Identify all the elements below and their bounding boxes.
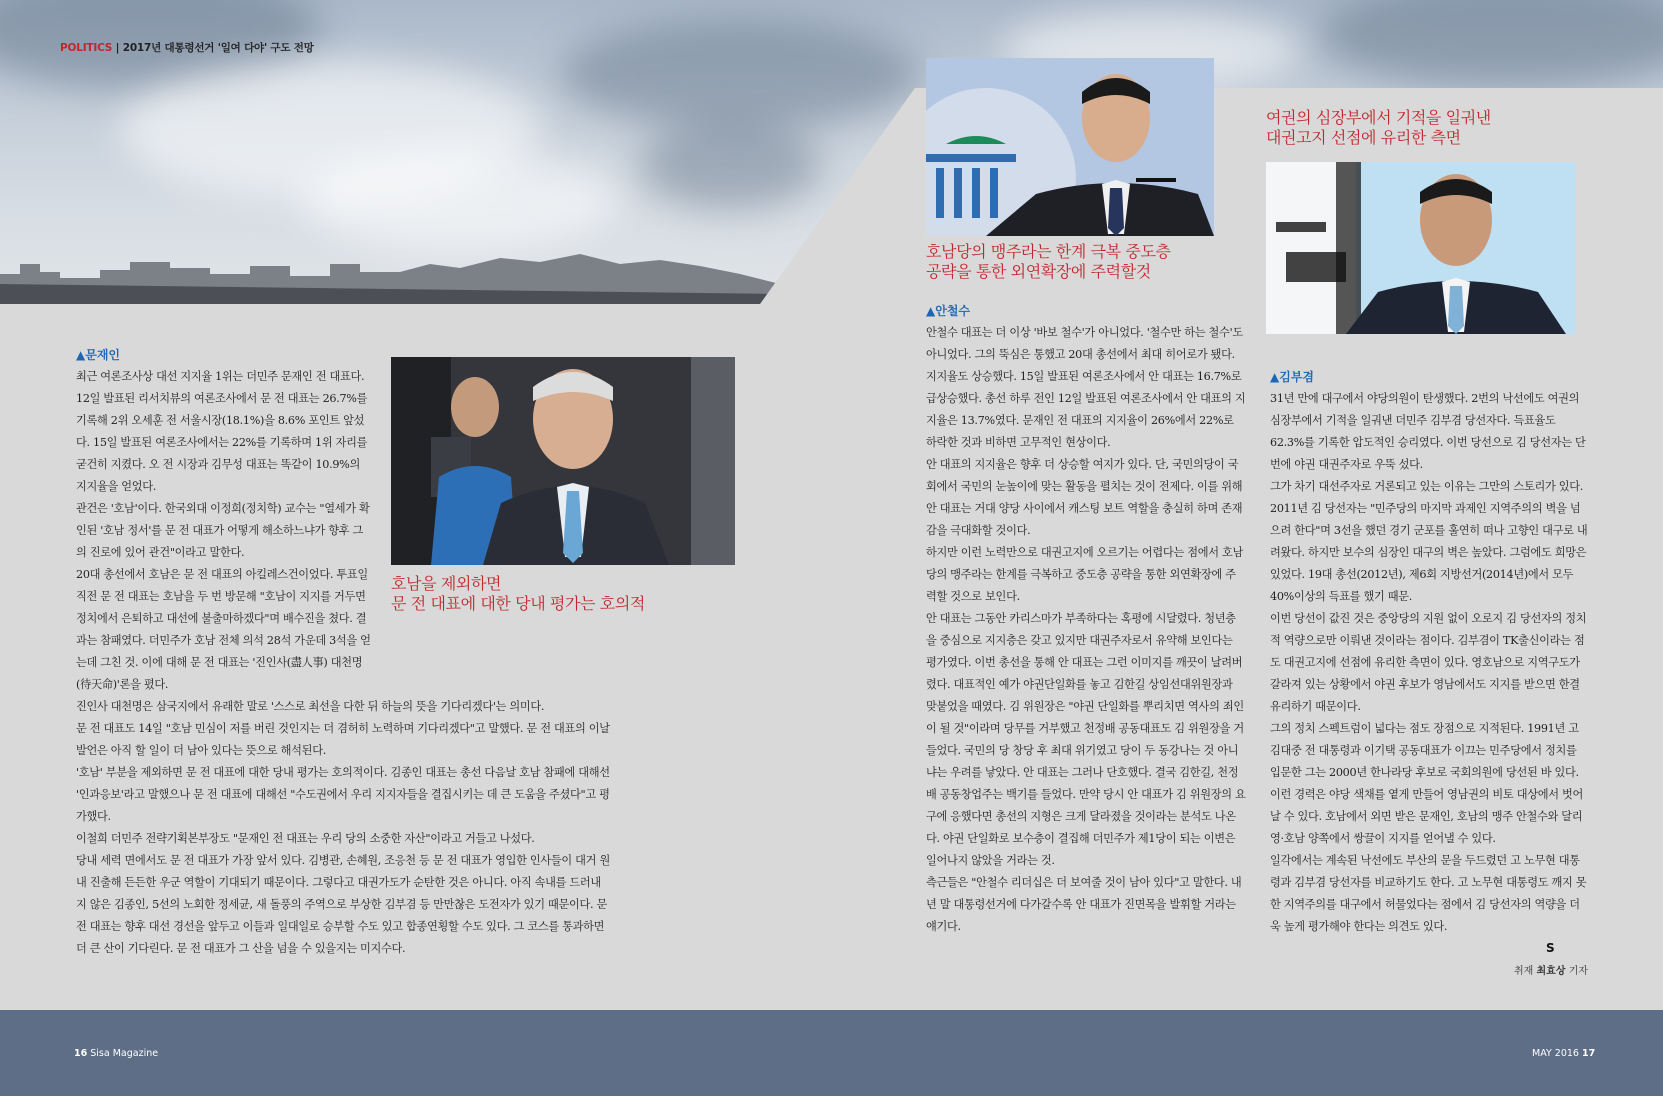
end-mark: S (1546, 941, 1555, 955)
paragraph: 안 대표는 그동안 카리스마가 부족하다는 혹평에 시달렸다. 청년층을 중심으로 지지층은 갖고 있지만 대권주자로서 유약해 보인다는 평가였다. 이번 총선을 통해 안 대표는 그런 이미지를 깨끗이 날려버렸다. 대표적인 예가 야권단일화를 놓고 김한길 상임선대위원장과 맞붙었을 때였다. 김 위원장은 "야권 단일화를 뿌리치면 역사의 죄인이 될 것"이라며 당무를 거부했고 천정배 공동대표도 김 위원장을 거들었다. 국민의 당 창당 후 최대 위기였고 당이 두 동강나는 것 아니냐는 우려를 낳았다. 안 대표는 그러나 단호했다. 결국 김한길, 천정배 공동창업주는 백기를 들었다. 만약 당시 안 대표가 김 위원장의 요구에 응했다면 총선의 지형은 크게 달라졌을 것이라는 분석도 나온다. 야권 단일화로 보수층이 결집해 더민주가 제1당이 되는 이변은 일어나지 않았을 거라는 것. (926, 612, 1246, 867)
col3-body (1270, 388, 1590, 938)
paragraph: 일각에서는 계속된 낙선에도 부산의 문을 두드렸던 고 노무현 대통령과 김부겸 당선자를 비교하기도 한다. 고 노무현 대통령도 깨지 못한 지역주의를 대구에서 허물었다는 점에서 김 당선자의 역량을 더욱 높게 평가해야 한다는 의견도 있다. (1270, 854, 1587, 933)
byline-name: 최효상 (1536, 966, 1566, 977)
photo-ahn-cheol-soo (926, 58, 1214, 236)
photo-kim-boo-kyum (1266, 162, 1576, 334)
magazine-name: Sisa Magazine (90, 1048, 159, 1059)
paragraph: '호남' 부분을 제외하면 문 전 대표에 대한 당내 평가는 호의적이다. 김종인 대표는 총선 다음날 호남 참패에 대해선 '인과응보'라고 말했으나 문 전 대표에 대해선 "수도권에서 우리 지지자들을 결집시키는 데 큰 도움을 주셨다"고 평가했다. (76, 766, 610, 823)
caption-line: 대권고지 선점에 유리한 측면 (1266, 128, 1461, 147)
paragraph: 20대 총선에서 호남은 문 전 대표의 아킬레스건이었다. 투표일 직전 문 전 대표는 호남을 두 번 방문해 "호남이 지지를 거두면 정치에서 은퇴하고 대선에 불출마하겠다"며 배수진을 쳤다. 결과는 참패였다. 더민주가 호남 전체 의석 28석 가운데 3석을 얻는데 그친 것. 이에 대해 문 전 대표는 '진인사(盡人事) 대천명(待天命)'론을 폈다. (76, 568, 371, 691)
paragraph: 최근 여론조사상 대선 지지율 1위는 더민주 문재인 전 대표다. 12일 발표된 리서치뷰의 여론조사에서 문 전 대표는 26.7%를 기록해 2위 오세훈 전 서울시장(18.1%)을 8.6% 포인트 앞섰다. 15일 발표된 여론조사에서는 22%를 기록하며 1위 자리를 굳건히 지켰다. 오 전 시장과 김무성 대표는 똑같이 10.9%의 지지율을 얻었다. (76, 370, 368, 493)
footer-band (0, 1010, 1663, 1096)
col1-wide-body (76, 696, 611, 960)
byline (1514, 962, 1588, 977)
caption-line: 여권의 심장부에서 기적을 일궈낸 (1266, 108, 1491, 127)
paragraph: 진인사 대천명은 삼국지에서 유래한 말로 '스스로 최선을 다한 뒤 하늘의 뜻을 기다리겠다'는 의미다. (76, 700, 545, 713)
paragraph: 안철수 대표는 더 이상 '바보 철수'가 아니었다. '철수만 하는 철수'도 아니었다. 그의 뚝심은 통했고 20대 총선에서 최대 히어로가 됐다. 지지율도 상승했다. 15일 발표된 여론조사에서 안 대표는 16.7%로 급상승했다. 총선 하루 전인 12일 발표된 여론조사에서 안 대표의 지지율은 13.7%였다. 문재인 전 대표의 지지율이 26%에서 22%로 하락한 것과 비하면 고무적인 현상이다. (926, 326, 1246, 449)
heading-moon: ▲문재인 (76, 348, 121, 362)
paragraph: 측근들은 "안철수 리더십은 더 보여줄 것이 남아 있다"고 말한다. 내년 말 대통령선거에 다가갈수록 안 대표가 진면목을 발휘할 거라는 얘기다. (926, 876, 1242, 933)
issue-date: MAY 2016 (1532, 1048, 1579, 1059)
caption-ahn (926, 242, 1171, 282)
caption-line: 호남을 제외하면 (391, 574, 502, 593)
photo-moon-jae-in (391, 357, 735, 565)
paragraph: 그가 차기 대선주자로 거론되고 있는 이유는 그만의 스토리가 있다. 2011년 김 당선자는 "민주당의 마지막 과제인 지역주의의 벽을 넘으려 한다"며 3선을 했던 경기 군포를 훌연히 떠나 고향인 대구로 내려왔다. 하지만 보수의 심장인 대구의 벽은 높았다. 그럼에도 희망은 있었다. 19대 총선(2012년), 제6회 지방선거(2014년)에서 모두 40%이상의 득표를 했기 때문. (1270, 480, 1588, 603)
running-head (60, 40, 314, 55)
heading-ahn: ▲안철수 (926, 304, 971, 318)
paragraph: 이번 당선이 값진 것은 중앙당의 지원 없이 오로지 김 당선자의 정치적 역량으로만 이뤄낸 것이라는 점이다. 김부겸이 TK출신이라는 점도 대권고지에 선점에 유리한 측면이 있다. 영호남으로 지역구도가 갈라져 있는 상황에서 야권 후보가 영남에서도 지지를 받으면 한결 유리하기 때문이다. (1270, 612, 1587, 713)
paragraph: 당내 세력 면에서도 문 전 대표가 가장 앞서 있다. 김병관, 손혜원, 조응천 등 문 전 대표가 영입한 인사들이 대거 원내 진출해 든든한 우군 역할이 기대되기 때문이다. 그렇다고 대권가도가 순탄한 것은 아니다. 아직 속내를 드러내지 않은 김종인, 5선의 노회한 정세균, 새 돌풍의 주역으로 부상한 김부겸 등 만만찮은 도전자가 있기 때문이다. 문 전 대표는 향후 대선 경선을 앞두고 이들과 일대일로 승부할 수도 있고 합종연횡할 수도 있다. 그 코스를 통과하면 더 큰 산이 기다린다. 문 전 대표가 그 산을 넘을 수 있을지는 미지수다. (76, 854, 610, 955)
paragraph: 하지만 이런 노력만으로 대권고지에 오르기는 어렵다는 점에서 호남당의 맹주라는 한계를 극복하고 중도층 공략을 통한 외연확장에 주력할 것으로 보인다. (926, 546, 1243, 603)
caption-moon (391, 574, 645, 614)
folio-right (1532, 1048, 1595, 1059)
paragraph: 안 대표의 지지율은 향후 더 상승할 여지가 있다. 단, 국민의당이 국회에서 국민의 눈높이에 맞는 활동을 펼치는 것이 전제다. 이를 위해 안 대표는 거대 양당 사이에서 캐스팅 보트 역할을 충실히 하며 존재감을 극대화할 것이다. (926, 458, 1243, 537)
col2-body (926, 322, 1246, 938)
paragraph: 관건은 '호남'이다. 한국외대 이정희(정치학) 교수는 "열세가 확인된 '호남 정서'를 문 전 대표가 어떻게 해소하느냐가 향후 그의 진로에 있어 관건"이라고 말한다. (76, 502, 370, 559)
page-number-right: 17 (1582, 1048, 1596, 1059)
caption-line: 공략을 통한 외연확장에 주력할것 (926, 262, 1151, 281)
folio-left (74, 1048, 158, 1059)
page-number-left: 16 (74, 1048, 88, 1059)
heading-kim: ▲김부겸 (1270, 370, 1315, 384)
caption-line: 문 전 대표에 대한 당내 평가는 호의적 (391, 594, 645, 613)
byline-prefix: 취재 (1514, 966, 1534, 977)
running-head-title: | 2017년 대통령선거 '일여 다야' 구도 전망 (115, 42, 314, 54)
paragraph: 문 전 대표도 14일 "호남 민심이 저를 버린 것인지는 더 겸허히 노력하며 기다리겠다"고 말했다. 문 전 대표의 이날 발언은 아직 할 일이 더 남아 있다는 뜻으로 해석된다. (76, 722, 610, 757)
byline-suffix: 기자 (1568, 966, 1589, 977)
paragraph: 그의 정치 스펙트럼이 넓다는 점도 장점으로 지적된다. 1991년 고 김대중 전 대통령과 이기택 공동대표가 이끄는 민주당에서 정치를 입문한 그는 2000년 한나라당 후보로 국회의원에 당선된 바 있다. 이런 경력은 야당 색채를 옅게 만들어 영남권의 비토 대상에서 벗어날 수 있다. 호남에서 외면 받은 문재인, 호남의 맹주 안철수와 달리 영·호남 양쪽에서 쌍끌이 지지를 얻어낼 수 있다. (1270, 722, 1583, 845)
section-label: POLITICS (60, 42, 113, 54)
caption-line: 호남당의 맹주라는 한계 극복 중도층 (926, 242, 1171, 261)
paragraph: 31년 만에 대구에서 야당의원이 탄생했다. 2번의 낙선에도 여권의 심장부에서 기적을 일궈낸 더민주 김부겸 당선자다. 득표율도 62.3%를 기록한 압도적인 승리였다. 이번 당선으로 김 당선자는 단번에 야권 대권주자로 우뚝 섰다. (1270, 392, 1586, 471)
paragraph: 이철희 더민주 전략기획본부장도 "문재인 전 대표는 우리 당의 소중한 자산"이라고 거들고 나섰다. (76, 832, 535, 845)
col1-body (76, 366, 372, 696)
caption-kim (1266, 108, 1491, 148)
